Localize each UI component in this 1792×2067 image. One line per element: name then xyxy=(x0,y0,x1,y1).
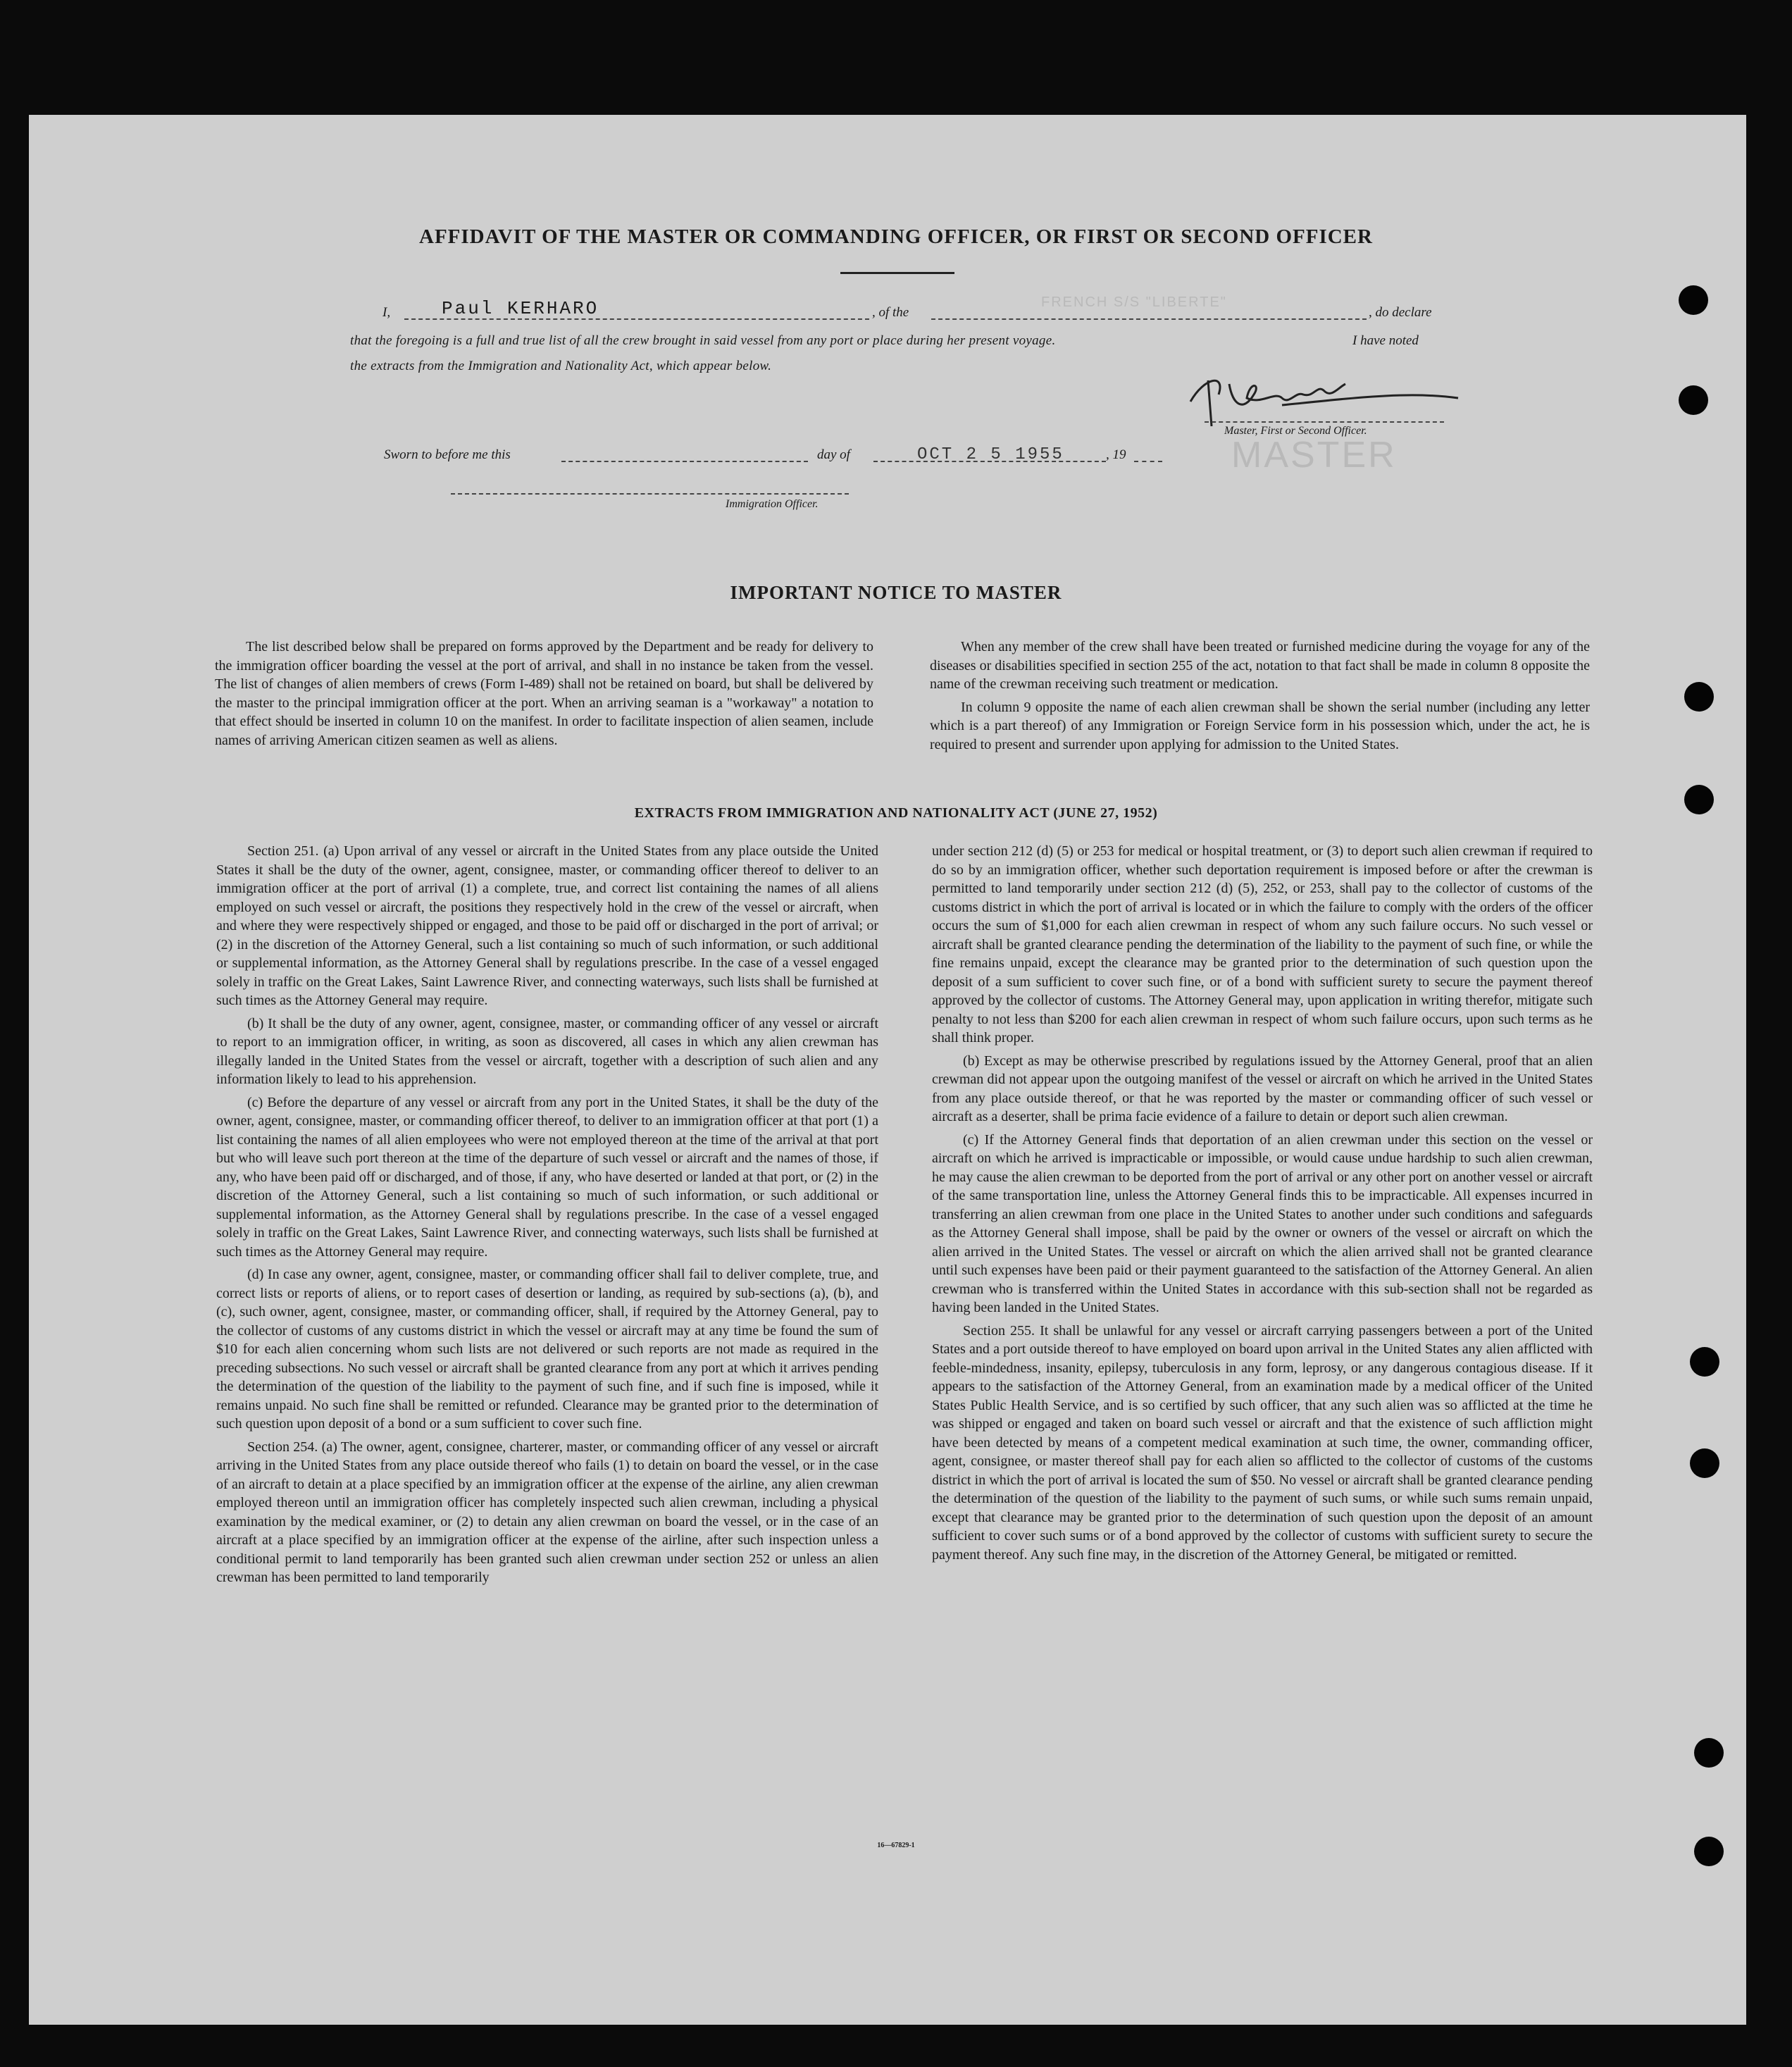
section-254b: (b) Except as may be otherwise prescribed by regulations issued by the Attorney General, proof that an alien crewman did not appear upon the outgoing manifest of the vessel or aircraft on which he arrived in the United States from any place outside thereof, or that he was reported by the master or commanding officer of such vessel or aircraft as a deserter, shall be prima facie evidence of a failure to detain or deport such alien crewman. xyxy=(932,1053,1593,1124)
extracts-right-column xyxy=(932,842,1593,1568)
declaration-line-1: that the foregoing is a full and true list of all the crew brought in said vessel from any port or place during her present voyage. xyxy=(350,333,1056,348)
notice-right-text-1: When any member of the crew shall have been treated or furnished medicine during the voyage for any of the diseases or disabilities specified in section 255 of the act, notation to that fact shall be made in column 8 opposite the name of the crewman receiving such treatment or medication. xyxy=(930,639,1590,692)
year-line xyxy=(1134,461,1162,462)
section-254a-continued: under section 212 (d) (5) or 253 for medical or hospital treatment, or (3) to deport such alien crewman if required to do so by an immigration officer, whether such deportation requirement is imposed before or after the crewman is permitted to land temporarily under section 212 (d) (5), 252, or 253, shall pay to the collector of customs of the customs district in which the port of arrival is located or in which the failure to comply with the orders of the officer occurs the sum of $1,000 for each alien crewman in respect of whom any such failure occurs. No such vessel or aircraft shall be granted clearance pending the determination of the liability to the payment of such fine, or while the fine remains unpaid, except the clearance may be granted prior to the determination of such question upon the deposit of a sum sufficient to cover such fine, or of a bond with sufficient surety to secure the payment thereof approved by the collector of customs. The Attorney General may, upon application in writing therefor, mitigate such penalty to not less than $200 for each alien crewman in respect of whom such failure occurs, upon such terms as he shall think proper. xyxy=(932,843,1593,1045)
signature-line xyxy=(1205,421,1444,423)
immigration-officer-caption: Immigration Officer. xyxy=(726,498,819,510)
section-255: Section 255. It shall be unlawful for any vessel or aircraft carrying passengers between a port of the United States and a port outside thereof to have employed on board upon arrival in the United States any alien afflicted with feeble-mindedness, insanity, epilepsy, tuberculosis in any form, leprosy, or any dangerous contagious disease. If it appears to the satisfaction of the Attorney General, from an examination made by a medical officer of the United States Public Health Service, and is so certified by such officer, that any such alien was so afflicted at the time he was shipped or engaged and taken on board such vessel or aircraft and that the existence of such affliction might have been detected by means of a competent medical examination at such time, the owner, commanding officer, agent, consignee, or master thereof shall pay for each alien so afflicted to the collector of customs of the customs district in which the port of arrival is located the sum of $50. No vessel or aircraft shall be granted clearance pending the determination of the question of the liability to the payment of such sums, or while such sums remain unpaid, except that clearance may be granted prior to the determination of such question upon the deposit of an amount sufficient to cover such sums or of a bond approved by the collector of customs with sufficient surety to secure the payment thereof. Any such fine may, in the discretion of the Attorney General, be mitigated or remitted. xyxy=(932,1322,1593,1563)
signature-caption: Master, First or Second Officer. xyxy=(1224,425,1367,437)
notice-left-text: The list described below shall be prepared on forms approved by the Department and be ready for delivery to the immigration officer boarding the vessel at the port of arrival, and shall in no instance be taken from the vessel. The list of changes of alien members of crews (Form I-489) shall not be retained on board, but shall be delivered by the master to the principal immigration officer at the port. When an arriving seaman is a "workaway" a notation to that effect should be inserted in column 10 on the manifest. In order to facilitate inspection of alien seamen, include names of arriving American citizen seamen as well as aliens. xyxy=(215,639,873,748)
notice-title: IMPORTANT NOTICE TO MASTER xyxy=(730,582,1062,603)
section-251c: (c) Before the departure of any vessel or aircraft from any port in the United States, it shall be the duty of the owner, agent, consignee, master, or commanding officer thereof, to deliver to an immigration officer at that port (1) a list containing the names of all alien employees who were not employed thereon at the time of the arrival at that port but who will leave such port thereon at the time of the departure of such vessel or aircraft and the names of those, if any, who have been paid off or discharged, and of those, if any, who have deserted or landed at that port, or (2) in the discretion of the Attorney General, such a list containing so much of such information, or such additional or supplemental information, as the Attorney General shall by regulations prescribe. In the case of a vessel engaged solely in traffic on the Great Lakes, Saint Lawrence River, and connecting waterways, such lists shall be furnished at such times as the Attorney General may require. xyxy=(216,1094,878,1260)
notice-left xyxy=(215,638,873,754)
section-254c: (c) If the Attorney General finds that deportation of an alien crewman under this section on the vessel or aircraft on which he arrived is impracticable or impossible, or would cause undue hardship to such alien crewman, he may cause the alien crewman to be deported from the port of arrival or any other port on another vessel or aircraft of the same transportation line, unless the Attorney General finds this to be impracticable. All expenses incurred in transferring an alien crewman from one place in the United States to another under such conditions and safeguards as the Attorney General shall impose, shall be paid by the owner or owners of the vessel or aircraft on which the alien arrived in the United States. The vessel or aircraft on which the alien arrived shall not be granted clearance until such expenses have been paid or their payment guaranteed to the satisfaction of the Attorney General. An alien crewman who is transferred within the United States in accordance with this sub-section shall not be regarded as having been landed in the United States. xyxy=(932,1131,1593,1315)
section-251b: (b) It shall be the duty of any owner, agent, consignee, master, or commanding officer of any vessel or aircraft to report to an immigration officer, in writing, as soon as discovered, all cases in which any alien crewman has illegally landed in the United States from the vessel or aircraft, together with a description of such alien and any information likely to lead to his apprehension. xyxy=(216,1015,878,1087)
of-the-label: , of the xyxy=(872,305,909,320)
punch-hole xyxy=(1690,1448,1719,1478)
section-254a: Section 254. (a) The owner, agent, consignee, charterer, master, or commanding officer of any vessel or aircraft arriving in the United States from any place outside thereof who fails (1) to detain on board the vessel, or in the case of an aircraft to detain at a place specified by an immigration officer at the expense of the airline, any alien crewman employed thereon until an immigration officer has completely inspected such alien crewman, including a physical examination by the medical examiner, or (2) to detain any alien crewman on board the vessel, or in the case of an aircraft at a place specified by an immigration officer at the expense of the airline, after such inspection unless a conditional permit to land temporarily has been granted such alien crewman under section 252 or unless an alien crewman has been permitted to land temporarily xyxy=(216,1439,878,1585)
punch-hole xyxy=(1690,1347,1719,1377)
sworn-label: Sworn to before me this xyxy=(384,447,511,462)
punch-hole xyxy=(1679,385,1708,415)
date-stamp: OCT 2 5 1955 xyxy=(917,445,1064,464)
year-label: , 19 xyxy=(1106,447,1126,462)
do-declare-label: , do declare xyxy=(1369,305,1432,320)
officer-line xyxy=(451,493,849,495)
extracts-title: EXTRACTS FROM IMMIGRATION AND NATIONALITY ACT (JUNE 27, 1952) xyxy=(634,805,1158,821)
extracts-left-column xyxy=(216,842,878,1591)
notice-right xyxy=(930,638,1590,758)
have-noted: I have noted xyxy=(1352,333,1419,348)
sworn-line xyxy=(561,461,808,462)
section-251a: Section 251. (a) Upon arrival of any vessel or aircraft in the United States from any place outside the United States it shall be the duty of the owner, agent, consignee, master, or commanding officer thereof to deliver to an immigration officer at the port of arrival (1) a complete, true, and correct list containing the names of all aliens employed on such vessel or aircraft, the positions they respectively hold in the crew of the vessel or aircraft, when and where they were respectively shipped or engaged, and those to be paid off or discharged in the port of arrival; or (2) in the discretion of the Attorney General, such a list containing so much of such information, or such additional or supplemental information, as the Attorney General shall by regulations prescribe. In the case of a vessel engaged solely in traffic on the Great Lakes, Saint Lawrence River, and connecting waterways, such lists shall be furnished at such times as the Attorney General may require. xyxy=(216,843,878,1008)
master-name: Paul KERHARO xyxy=(442,298,599,319)
master-stamp: MASTER xyxy=(1231,435,1397,476)
affidavit-title: AFFIDAVIT OF THE MASTER OR COMMANDING OFFICER, OR FIRST OR SECOND OFFICER xyxy=(419,225,1373,248)
declaration-line-2: the extracts from the Immigration and Nationality Act, which appear below. xyxy=(350,359,772,373)
vessel-line xyxy=(931,318,1367,320)
punch-hole xyxy=(1679,285,1708,315)
i-label: I, xyxy=(382,305,391,320)
punch-hole xyxy=(1694,1738,1724,1768)
signature xyxy=(1176,363,1472,433)
notice-right-text-2: In column 9 opposite the name of each alien crewman shall be shown the serial number (including any letter which is a part thereof) of any Immigration or Foreign Service form in his possession which, under the act, he is required to present and surrender upon applying for admission to the United States. xyxy=(930,699,1590,752)
section-251d: (d) In case any owner, agent, consignee, master, or commanding officer shall fail to deliver complete, true, and correct lists or reports of aliens, or to report cases of desertion or landing, as required by sub-sections (a), (b), and (c), such owner, agent, consignee, master, or commanding officer, shall, if required by the Attorney General, pay to the collector of customs of any customs district in which the vessel or aircraft may at any time be found the sum of $10 for each alien concerning whom such lists are not delivered or such reports are not made as required in the preceding subsections. No such vessel or aircraft shall be granted clearance from any port at which it arrives pending the determination of the question of the liability to the payment of such fine, and if such fine is imposed, while it remains unpaid. No such fine shall be remitted or refunded. Clearance may be granted prior to the determination of such question upon deposit of a bond or a sum sufficient to cover such fine. xyxy=(216,1267,878,1432)
form-number: 16—67829-1 xyxy=(877,1842,915,1849)
title-rule xyxy=(840,272,954,274)
vessel-name: FRENCH S/S "LIBERTE" xyxy=(1041,294,1227,310)
day-of-label: day of xyxy=(817,447,850,462)
punch-hole xyxy=(1684,682,1714,712)
